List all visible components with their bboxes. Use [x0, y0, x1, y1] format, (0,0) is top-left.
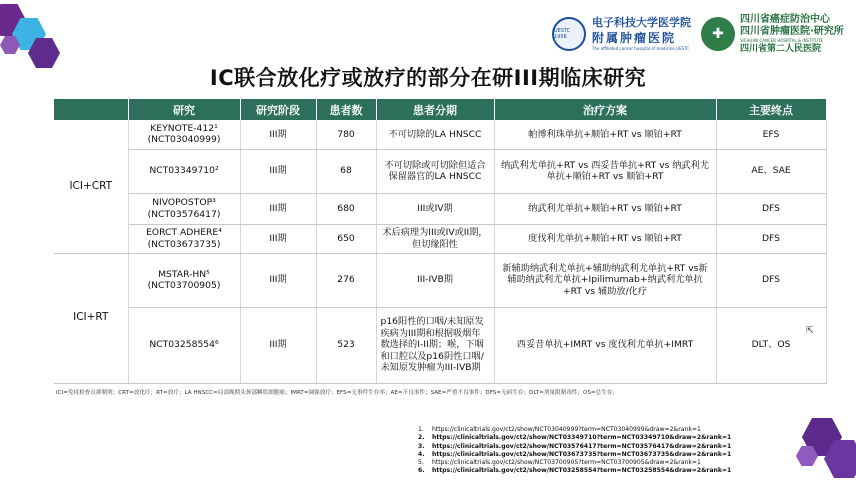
stage-cell: III-IVB期 [376, 253, 494, 307]
university-emblem-icon: UESTC 1956 [552, 17, 586, 51]
stage-cell: 术后病理为III或IV或II期，但切缘阳性 [376, 224, 494, 253]
reference-link[interactable]: https://clinicaltrials.gov/ct2/show/NCT03700905?term=NCT03700905&draw=2&rank=1 [432, 459, 701, 467]
regimen-cell: 新辅助纳武利尤单抗+辅助纳武利尤单抗+RT vs新辅助纳武利尤单抗+Ipilimumab+纳武利尤单抗+RT vs 辅助放/化疗 [494, 253, 716, 307]
study-cell: EORCT ADHERE⁴ (NCT03673735) [128, 224, 240, 253]
regimen-cell: 度伐利尤单抗+顺铂+RT vs 顺铂+RT [494, 224, 716, 253]
table-row [54, 193, 826, 224]
phase-cell: III期 [240, 120, 316, 149]
university-logo-text [592, 16, 691, 52]
phase-cell: III期 [240, 193, 316, 224]
cancer-center-logo-text [740, 14, 844, 55]
regimen-cell: 西妥昔单抗+IMRT vs 度伐利尤单抗+IMRT [494, 307, 716, 383]
reference-link[interactable]: https://clinicaltrials.gov/ct2/show/NCT03258554?term=NCT03258554&draw=2&rank=1 [432, 467, 732, 475]
patients-cell: 523 [316, 307, 376, 383]
reference-item: 3. https://clinicaltrials.gov/ct2/show/NCT03576417?term=NCT03576417&draw=2&rank=1 [418, 442, 732, 450]
logo-area [552, 12, 844, 56]
column-header: 研究阶段 [240, 99, 316, 120]
patients-cell: 650 [316, 224, 376, 253]
study-cell: NCT03349710² [128, 149, 240, 193]
column-header: 患者数 [316, 99, 376, 120]
trials-table [54, 99, 827, 384]
phase-cell: III期 [240, 224, 316, 253]
abbreviations-note: ICI=免疫检查点抑制剂；CRT=放化疗；RT=放疗；LA HNSCC=局部晚期头颈部鳞状细胞癌；IMRT=调强放疗；EFS=无事件生存率；AE=不良事件；SAE=严重不良事件；DFS=无病生存；DLT=剂量限制毒性；OS=总生存； [56, 390, 618, 396]
reference-item: 5. https://clinicaltrials.gov/ct2/show/NCT03700905?term=NCT03700905&draw=2&rank=1 [418, 459, 701, 467]
table-row [54, 120, 826, 149]
column-header: 患者分期 [376, 99, 494, 120]
references-list [418, 426, 778, 476]
cancer-hospital-english-name: SICHUAN CANCER HOSPITAL & INSTITUTE [740, 37, 824, 43]
hospital-name: 附属肿瘤医院 [592, 31, 677, 45]
hospital-english-name: The affiliated cancer hospital of medicine,UESTC [592, 46, 690, 51]
endpoint-cell: DFS [716, 253, 826, 307]
group-label-ici-crt: ICI+CRT [54, 120, 128, 253]
reference-link[interactable]: https://clinicaltrials.gov/ct2/show/NCT03576417?term=NCT03576417&draw=2&rank=1 [432, 442, 732, 450]
phase-cell: III期 [240, 149, 316, 193]
regimen-cell: 帕博利珠单抗+顺铂+RT vs 顺铂+RT [494, 120, 716, 149]
reference-item: 2. https://clinicaltrials.gov/ct2/show/NCT03349710?term=NCT03349710&draw=2&rank=1 [418, 434, 732, 442]
study-cell: NCT03258554⁶ [128, 307, 240, 383]
reference-link[interactable]: https://clinicaltrials.gov/ct2/show/NCT03673735?term=NCT03673735&draw=2&rank=1 [432, 450, 732, 458]
endpoint-cell: AE、SAE [716, 149, 826, 193]
table-row [54, 253, 826, 307]
cancer-hospital-name: 四川省肿瘤医院·研究所 [740, 25, 844, 37]
stage-cell: 不可切除的LA HNSCC [376, 120, 494, 149]
endpoint-cell: DFS [716, 224, 826, 253]
phase-cell: III期 [240, 253, 316, 307]
reference-link[interactable]: https://clinicaltrials.gov/ct2/show/NCT03040999?term=NCT03040999&draw=2&rank=1 [432, 426, 701, 433]
study-cell: MSTAR-HN⁵ (NCT03700905) [128, 253, 240, 307]
reference-item: 4. https://clinicaltrials.gov/ct2/show/NCT03673735?term=NCT03673735&draw=2&rank=1 [418, 450, 732, 458]
university-name: 电子科技大学医学院 [592, 16, 691, 29]
stage-cell: 不可切除或可切除但适合保留器官的LA HNSCC [376, 149, 494, 193]
phase-cell: III期 [240, 307, 316, 383]
column-header: 研究 [128, 99, 240, 120]
column-header: 治疗方案 [494, 99, 716, 120]
second-peoples-hospital-name: 四川省第二人民医院 [740, 43, 822, 54]
endpoint-cell: DFS [716, 193, 826, 224]
study-cell: NIVOPOSTOP³ (NCT03576417) [128, 193, 240, 224]
patients-cell: 68 [316, 149, 376, 193]
table-row [54, 224, 826, 253]
table-row [54, 307, 826, 383]
reference-item: 1. https://clinicaltrials.gov/ct2/show/NCT03040999?term=NCT03040999&draw=2&rank=1 [418, 426, 701, 433]
regimen-cell: 纳武利尤单抗+RT vs 西妥昔单抗+RT vs 纳武利尤单抗+顺铂+RT vs 顺铂+RT [494, 149, 716, 193]
reference-item: 6. https://clinicaltrials.gov/ct2/show/NCT03258554?term=NCT03258554&draw=2&rank=1 [418, 467, 732, 475]
column-header: 主要终点 [716, 99, 826, 120]
slide-title: IC联合放化疗或放疗的部分在研III期临床研究 [209, 66, 647, 90]
endpoint-cell: DLT、OS [716, 307, 826, 383]
patients-cell: 680 [316, 193, 376, 224]
mouse-cursor-icon: ⇱ [806, 326, 814, 336]
table-row [54, 149, 826, 193]
cancer-center-emblem-icon: ✚ [701, 17, 735, 51]
patients-cell: 780 [316, 120, 376, 149]
table-header-row [54, 99, 826, 120]
cancer-center-name: 四川省癌症防治中心 [740, 13, 830, 25]
column-header [54, 99, 128, 120]
stage-cell: p16阳性的口咽/未知原发疾病为III期和根据吸烟年数选择的I-II期；喉，下咽和口腔以及p16阴性口咽/未知原发肿瘤为III-IVB期 [376, 307, 494, 383]
endpoint-cell: EFS [716, 120, 826, 149]
reference-link[interactable]: https://clinicaltrials.gov/ct2/show/NCT03349710?term=NCT03349710&draw=2&rank=1 [432, 434, 732, 442]
patients-cell: 276 [316, 253, 376, 307]
study-cell: KEYNOTE-412¹ (NCT03040999) [128, 120, 240, 149]
regimen-cell: 纳武利尤单抗+顺铂+RT vs 顺铂+RT [494, 193, 716, 224]
group-label-ici-rt: ICI+RT [54, 253, 128, 383]
stage-cell: III或IV期 [376, 193, 494, 224]
